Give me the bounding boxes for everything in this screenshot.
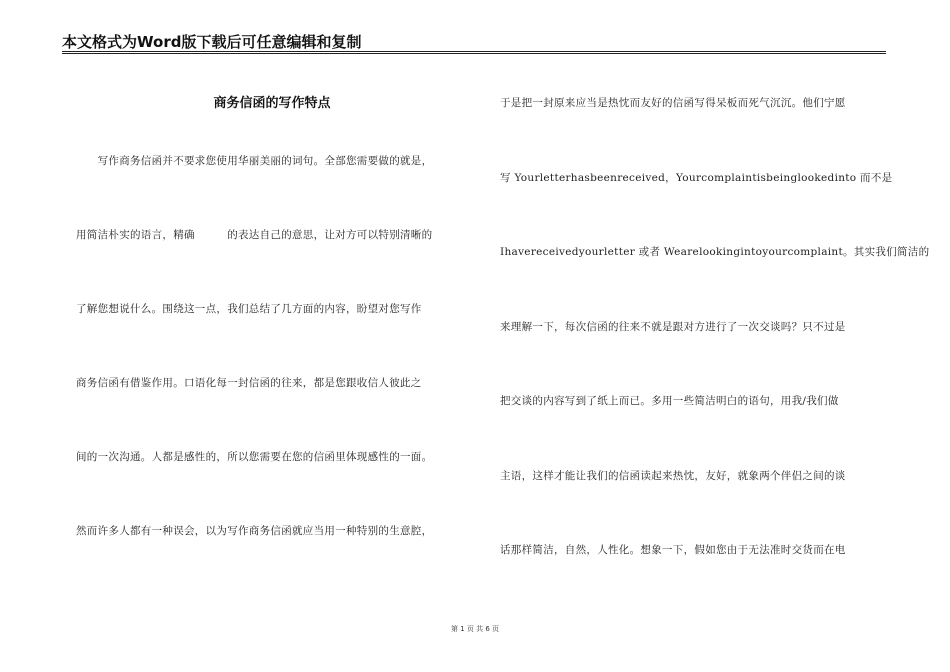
document-title: 商务信函的写作特点 (213, 96, 331, 111)
body-text-line: 用简洁朴实的语言，精确 的表达自己的意思，让对方可以特别清晰的 (76, 229, 433, 241)
page-indicator: 第 1 页 共 6 页 (450, 625, 500, 633)
body-text-line: 把交谈的内容写到了纸上而已。多用一些简洁明白的语句，用我/我们做 (500, 395, 839, 407)
body-text-line: 然而许多人都有一种误会，以为写作商务信函就应当用一种特别的生意腔， (76, 525, 433, 537)
document-header-title: 本文格式为Word版下载后可任意编辑和复制 (62, 33, 362, 51)
body-text-line: 了解您想说什么。围绕这一点，我们总结了几方面的内容，盼望对您写作 (76, 303, 422, 315)
body-text-line: 来理解一下，每次信函的往来不就是跟对方进行了一次交谈吗？只不过是 (500, 320, 846, 333)
body-text-line: 于是把一封原来应当是热忱而友好的信函写得呆板而死气沉沉。他们宁愿 (500, 97, 846, 109)
body-text-line: 商务信函有借鉴作用。口语化每一封信函的往来，都是您跟收信人彼此之 (76, 377, 422, 389)
header-rule (62, 51, 886, 54)
body-text-line: 话那样简洁，自然，人性化。想象一下，假如您由于无法准时交货而在电 (500, 544, 846, 556)
body-text-line: Ihavereceivedyourletter 或者 Wearelookingintoyourcomplaint。其实我们简洁的 (500, 246, 930, 258)
body-text-line: 写 Yourletterhasbeenreceived，Yourcomplaintisbeinglookedinto 而不是 (500, 171, 893, 184)
body-text-line: 间的一次沟通。人都是感性的，所以您需要在您的信函里体现感性的一面。 (76, 451, 433, 463)
body-text-line: 主语，这样才能让我们的信函读起来热忱，友好，就象两个伴侣之间的谈 (500, 469, 846, 482)
body-text-line: 写作商务信函并不要求您使用华丽美丽的词句。全部您需要做的就是， (76, 155, 433, 167)
